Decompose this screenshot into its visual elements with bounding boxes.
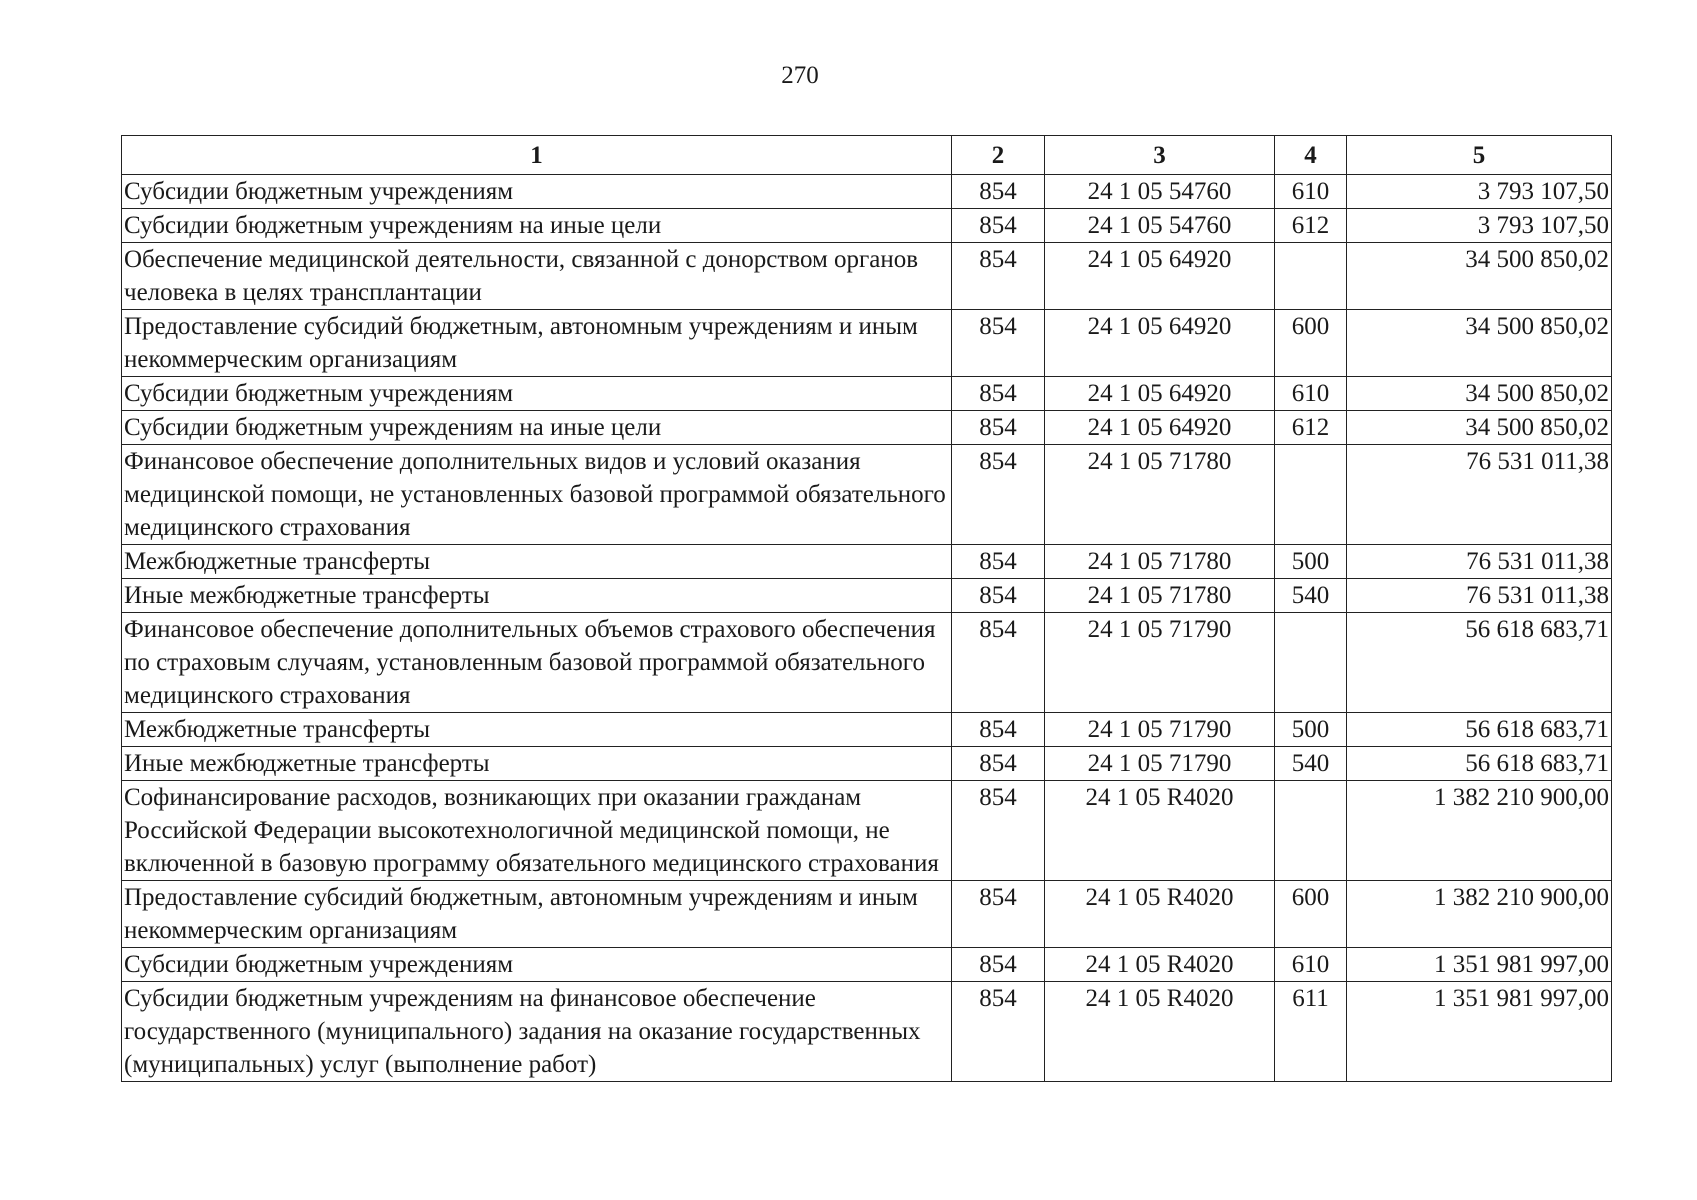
budget-table: [121, 135, 1612, 1082]
row-target-article-cell: 24 1 05 54760: [1045, 175, 1275, 209]
table-row: [122, 747, 1612, 781]
row-code-cell: 854: [952, 982, 1045, 1082]
row-name-cell: Предоставление субсидий бюджетным, автономным учреждениям и иным некоммерческим организациям: [122, 881, 952, 948]
row-target-article-cell: 24 1 05 64920: [1045, 243, 1275, 310]
row-code-cell: 854: [952, 545, 1045, 579]
row-target-article-cell: 24 1 05 71790: [1045, 613, 1275, 713]
row-expense-type-cell: 540: [1275, 579, 1347, 613]
row-code-cell: 854: [952, 411, 1045, 445]
row-code-cell: 854: [952, 579, 1045, 613]
table-row: [122, 948, 1612, 982]
table-row: [122, 982, 1612, 1082]
row-name-cell: Межбюджетные трансферты: [122, 713, 952, 747]
row-code-cell: 854: [952, 713, 1045, 747]
row-amount-cell: 1 382 210 900,00: [1347, 881, 1612, 948]
row-name-cell: Финансовое обеспечение дополнительных объемов страхового обеспечения по страховым случаям, установленным базовой программой обязательного медицинского страхования: [122, 613, 952, 713]
row-expense-type-cell: 612: [1275, 209, 1347, 243]
row-name-cell: Субсидии бюджетным учреждениям на иные цели: [122, 411, 952, 445]
row-expense-type-cell: [1275, 781, 1347, 881]
row-expense-type-cell: [1275, 613, 1347, 713]
row-expense-type-cell: [1275, 243, 1347, 310]
row-amount-cell: 56 618 683,71: [1347, 747, 1612, 781]
header-col-5: 5: [1347, 136, 1612, 175]
row-expense-type-cell: 610: [1275, 948, 1347, 982]
row-name-cell: Иные межбюджетные трансферты: [122, 747, 952, 781]
row-expense-type-cell: 540: [1275, 747, 1347, 781]
row-code-cell: 854: [952, 781, 1045, 881]
row-amount-cell: 3 793 107,50: [1347, 209, 1612, 243]
row-code-cell: 854: [952, 175, 1045, 209]
row-target-article-cell: 24 1 05 71790: [1045, 747, 1275, 781]
row-name-cell: Субсидии бюджетным учреждениям: [122, 175, 952, 209]
row-code-cell: 854: [952, 948, 1045, 982]
row-target-article-cell: 24 1 05 64920: [1045, 411, 1275, 445]
table-row: [122, 613, 1612, 713]
row-amount-cell: 1 351 981 997,00: [1347, 948, 1612, 982]
row-amount-cell: 1 382 210 900,00: [1347, 781, 1612, 881]
header-col-1: 1: [122, 136, 952, 175]
table-row: [122, 411, 1612, 445]
table-row: [122, 781, 1612, 881]
row-expense-type-cell: 600: [1275, 881, 1347, 948]
row-name-cell: Субсидии бюджетным учреждениям на финансовое обеспечение государственного (муниципального) задания на оказание государственных (муниципальных) услуг (выполнение работ): [122, 982, 952, 1082]
row-name-cell: Софинансирование расходов, возникающих при оказании гражданам Российской Федерации высокотехнологичной медицинской помощи, не включенной в базовую программу обязательного медицинского страхования: [122, 781, 952, 881]
row-target-article-cell: 24 1 05 71780: [1045, 545, 1275, 579]
header-col-4: 4: [1275, 136, 1347, 175]
row-code-cell: 854: [952, 377, 1045, 411]
row-expense-type-cell: 612: [1275, 411, 1347, 445]
row-amount-cell: 76 531 011,38: [1347, 445, 1612, 545]
row-name-cell: Субсидии бюджетным учреждениям: [122, 377, 952, 411]
row-code-cell: 854: [952, 747, 1045, 781]
table-row: [122, 579, 1612, 613]
row-name-cell: Иные межбюджетные трансферты: [122, 579, 952, 613]
row-amount-cell: 1 351 981 997,00: [1347, 982, 1612, 1082]
row-expense-type-cell: 500: [1275, 713, 1347, 747]
row-target-article-cell: 24 1 05 71780: [1045, 579, 1275, 613]
row-amount-cell: 56 618 683,71: [1347, 713, 1612, 747]
table-row: [122, 545, 1612, 579]
row-amount-cell: 76 531 011,38: [1347, 579, 1612, 613]
row-amount-cell: 34 500 850,02: [1347, 310, 1612, 377]
row-amount-cell: 34 500 850,02: [1347, 411, 1612, 445]
header-col-2: 2: [952, 136, 1045, 175]
page-number: 270: [781, 62, 819, 89]
row-code-cell: 854: [952, 209, 1045, 243]
row-target-article-cell: 24 1 05 R4020: [1045, 881, 1275, 948]
row-amount-cell: 34 500 850,02: [1347, 243, 1612, 310]
row-amount-cell: 56 618 683,71: [1347, 613, 1612, 713]
row-expense-type-cell: 500: [1275, 545, 1347, 579]
row-name-cell: Субсидии бюджетным учреждениям: [122, 948, 952, 982]
row-expense-type-cell: 611: [1275, 982, 1347, 1082]
table-row: [122, 243, 1612, 310]
row-name-cell: Обеспечение медицинской деятельности, связанной с донорством органов человека в целях трансплантации: [122, 243, 952, 310]
row-target-article-cell: 24 1 05 R4020: [1045, 948, 1275, 982]
row-target-article-cell: 24 1 05 64920: [1045, 310, 1275, 377]
table-row: [122, 713, 1612, 747]
row-code-cell: 854: [952, 243, 1045, 310]
row-code-cell: 854: [952, 445, 1045, 545]
header-row: [122, 136, 1612, 175]
row-target-article-cell: 24 1 05 64920: [1045, 377, 1275, 411]
row-name-cell: Межбюджетные трансферты: [122, 545, 952, 579]
table-row: [122, 377, 1612, 411]
row-code-cell: 854: [952, 881, 1045, 948]
row-amount-cell: 76 531 011,38: [1347, 545, 1612, 579]
row-expense-type-cell: [1275, 445, 1347, 545]
row-target-article-cell: 24 1 05 54760: [1045, 209, 1275, 243]
row-code-cell: 854: [952, 613, 1045, 713]
table-row: [122, 175, 1612, 209]
row-name-cell: Субсидии бюджетным учреждениям на иные цели: [122, 209, 952, 243]
header-col-3: 3: [1045, 136, 1275, 175]
row-code-cell: 854: [952, 310, 1045, 377]
table-row: [122, 445, 1612, 545]
table-header: [122, 136, 1612, 175]
row-target-article-cell: 24 1 05 71790: [1045, 713, 1275, 747]
row-expense-type-cell: 610: [1275, 377, 1347, 411]
row-target-article-cell: 24 1 05 R4020: [1045, 982, 1275, 1082]
row-expense-type-cell: 600: [1275, 310, 1347, 377]
row-name-cell: Финансовое обеспечение дополнительных видов и условий оказания медицинской помощи, не установленных базовой программой обязательного медицинского страхования: [122, 445, 952, 545]
row-name-cell: Предоставление субсидий бюджетным, автономным учреждениям и иным некоммерческим организациям: [122, 310, 952, 377]
table-row: [122, 310, 1612, 377]
table-body: [122, 175, 1612, 1082]
row-target-article-cell: 24 1 05 71780: [1045, 445, 1275, 545]
row-amount-cell: 34 500 850,02: [1347, 377, 1612, 411]
table-row: [122, 881, 1612, 948]
row-target-article-cell: 24 1 05 R4020: [1045, 781, 1275, 881]
table-row: [122, 209, 1612, 243]
row-expense-type-cell: 610: [1275, 175, 1347, 209]
row-amount-cell: 3 793 107,50: [1347, 175, 1612, 209]
